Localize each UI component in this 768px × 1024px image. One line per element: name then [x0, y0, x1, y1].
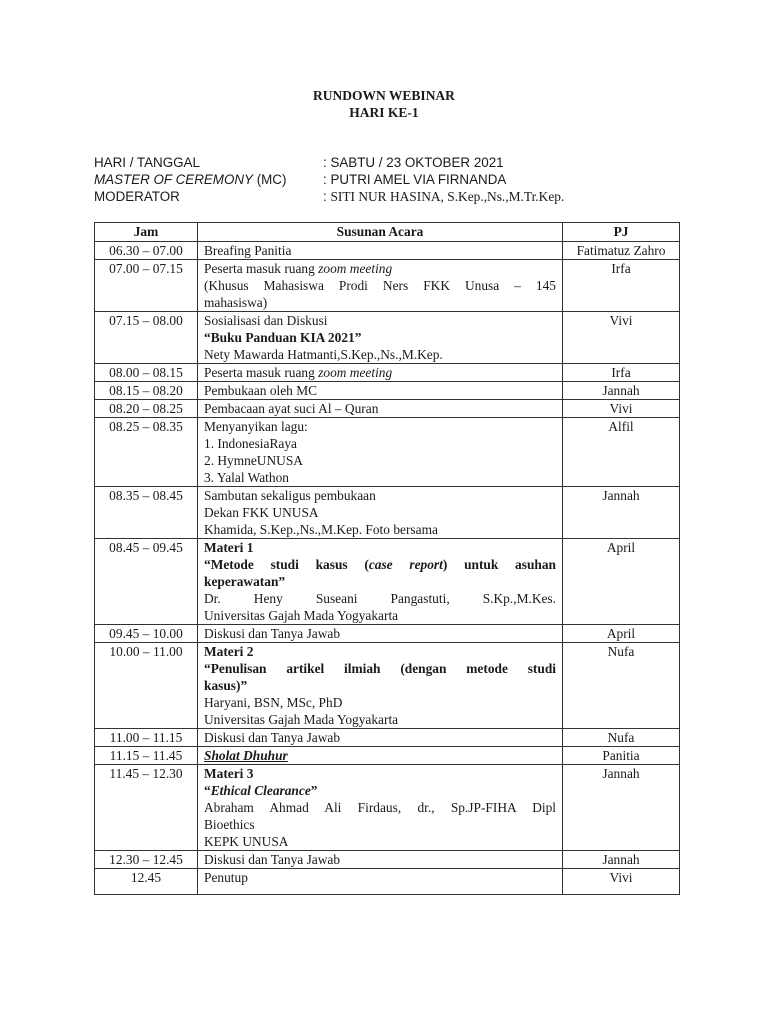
acara-line: Nety Mawarda Hatmanti,S.Kep.,Ns.,M.Kep.: [204, 347, 443, 362]
cell-jam: 12.45: [95, 869, 198, 895]
cell-pj: Vivi: [563, 869, 680, 895]
cell-jam: 08.45 – 09.45: [95, 539, 198, 625]
table-row: [95, 242, 680, 260]
cell-jam: 08.20 – 08.25: [95, 400, 198, 418]
header-jam: Jam: [95, 223, 198, 242]
cell-acara: [198, 242, 563, 260]
cell-pj: Nufa: [563, 643, 680, 729]
cell-jam: 06.30 – 07.00: [95, 242, 198, 260]
cell-pj: April: [563, 625, 680, 643]
cell-pj: Irfa: [563, 364, 680, 382]
acara-italic-text: Ethical Clearance: [210, 783, 311, 798]
acara-line: mahasiswa): [204, 295, 268, 310]
cell-acara: Penutup: [198, 869, 563, 895]
cell-acara: [198, 765, 563, 851]
acara-line: (Khusus Mahasiswa Prodi Ners FKK Unusa – 145: [204, 278, 556, 293]
cell-jam: 07.00 – 07.15: [95, 260, 198, 312]
acara-text: “Metode studi kasus (: [204, 557, 369, 572]
table-row: [95, 729, 680, 747]
cell-jam: 08.25 – 08.35: [95, 418, 198, 487]
table-row: [95, 625, 680, 643]
acara-text: ) untuk asuhan: [442, 557, 557, 572]
cell-pj: April: [563, 539, 680, 625]
acara-line: Menyanyikan lagu:: [204, 419, 308, 434]
cell-jam: 10.00 – 11.00: [95, 643, 198, 729]
table-row: [95, 312, 680, 364]
meta-value-mc: : PUTRI AMEL VIA FIRNANDA: [323, 172, 507, 187]
acara-text: Peserta masuk ruang: [204, 365, 319, 380]
acara-italic-text: case report: [368, 557, 443, 572]
table-row: [95, 364, 680, 382]
acara-line: “Buku Panduan KIA 2021”: [204, 330, 362, 345]
acara-line: [204, 556, 556, 573]
cell-jam: 11.00 – 11.15: [95, 729, 198, 747]
cell-acara: [198, 747, 563, 765]
cell-jam: 11.45 – 12.30: [95, 765, 198, 851]
table-row: [95, 747, 680, 765]
acara-line: Sholat Dhuhur: [204, 748, 288, 763]
cell-pj: Panitia: [563, 747, 680, 765]
acara-line: Khamida, S.Kep.,Ns.,M.Kep. Foto bersama: [204, 522, 438, 537]
document-subtitle: HARI KE-1: [349, 105, 419, 120]
acara-text: Peserta masuk ruang: [204, 261, 319, 276]
acara-line: Universitas Gajah Mada Yogyakarta: [204, 608, 399, 623]
meta-value-moderator: [323, 188, 564, 205]
cell-jam: 08.15 – 08.20: [95, 382, 198, 400]
table-row: [95, 643, 680, 729]
header-susunan-acara: Susunan Acara: [198, 223, 563, 242]
cell-jam: 07.15 – 08.00: [95, 312, 198, 364]
acara-line: Dekan FKK UNUSA: [204, 505, 319, 520]
cell-acara: [198, 539, 563, 625]
cell-pj: Irfa: [563, 260, 680, 312]
acara-line: Breafing Panitia: [204, 243, 292, 258]
meta-label-moderator: MODERATOR: [94, 189, 180, 204]
acara-line: Haryani, BSN, MSc, PhD: [204, 695, 343, 710]
document-title: RUNDOWN WEBINAR: [313, 88, 455, 103]
meta-label-mc: [94, 171, 286, 188]
acara-italic-text: zoom meeting: [318, 261, 393, 276]
meta-label-mc-italic: MASTER OF CEREMONY: [94, 172, 253, 187]
cell-acara: [198, 487, 563, 539]
table-row: [95, 400, 680, 418]
cell-jam: 12.30 – 12.45: [95, 851, 198, 869]
acara-line: Materi 1: [204, 540, 254, 555]
cell-pj: Alfil: [563, 418, 680, 487]
table-row: [95, 260, 680, 312]
header-pj: PJ: [563, 223, 680, 242]
acara-line: kasus)”: [204, 678, 248, 693]
cell-pj: Vivi: [563, 312, 680, 364]
meta-moderator-colon: :: [323, 189, 331, 204]
cell-acara: [198, 312, 563, 364]
cell-acara: Pembukaan oleh MC: [198, 382, 563, 400]
acara-line: Sambutan sekaligus pembukaan: [204, 488, 376, 503]
cell-acara: [198, 643, 563, 729]
rundown-table: [94, 222, 680, 895]
acara-line: Materi 2: [204, 644, 254, 659]
acara-line: “Penulisan artikel ilmiah (dengan metode studi: [204, 661, 556, 676]
acara-line: keperawatan”: [204, 574, 286, 589]
cell-pj: Nufa: [563, 729, 680, 747]
cell-pj: Jannah: [563, 765, 680, 851]
acara-line: 2. HymneUNUSA: [204, 453, 303, 468]
acara-line: Universitas Gajah Mada Yogyakarta: [204, 712, 399, 727]
cell-jam: 09.45 – 10.00: [95, 625, 198, 643]
table-row: [95, 487, 680, 539]
table-row: [95, 765, 680, 851]
acara-line: Dr. Heny Suseani Pangastuti, S.Kp.,M.Kes.: [204, 591, 556, 606]
table-row: [95, 382, 680, 400]
table-row: [95, 539, 680, 625]
cell-jam: 11.15 – 11.45: [95, 747, 198, 765]
cell-jam: 08.00 – 08.15: [95, 364, 198, 382]
acara-line: Sosialisasi dan Diskusi: [204, 313, 328, 328]
meta-moderator-name: SITI NUR HASINA, S.Kep.,Ns.,M.Tr.Kep.: [330, 189, 565, 204]
acara-line: [204, 782, 556, 799]
table-row: [95, 418, 680, 487]
cell-acara: [198, 364, 563, 382]
table-header-row: [95, 223, 680, 242]
cell-acara: Diskusi dan Tanya Jawab: [198, 729, 563, 747]
cell-acara: [198, 418, 563, 487]
acara-text: ”: [310, 783, 318, 798]
acara-line: Abraham Ahmad Ali Firdaus, dr., Sp.JP-FIHA Dipl: [204, 800, 556, 815]
acara-italic-text: zoom meeting: [318, 365, 393, 380]
table-row: [95, 869, 680, 895]
acara-line: Materi 3: [204, 766, 254, 781]
cell-acara: [198, 260, 563, 312]
table-row: [95, 851, 680, 869]
cell-jam: 08.35 – 08.45: [95, 487, 198, 539]
acara-line: 1. IndonesiaRaya: [204, 436, 297, 451]
meta-label-date: HARI / TANGGAL: [94, 155, 200, 170]
cell-pj: Jannah: [563, 487, 680, 539]
acara-line: Bioethics: [204, 817, 255, 832]
acara-text: “: [204, 783, 211, 798]
cell-acara: Pembacaan ayat suci Al – Quran: [198, 400, 563, 418]
cell-acara: Diskusi dan Tanya Jawab: [198, 851, 563, 869]
cell-pj: Jannah: [563, 851, 680, 869]
acara-line: 3. Yalal Wathon: [204, 470, 289, 485]
meta-label-mc-rest: (MC): [252, 172, 287, 187]
acara-line: KEPK UNUSA: [204, 834, 289, 849]
cell-acara: Diskusi dan Tanya Jawab: [198, 625, 563, 643]
meta-value-date: : SABTU / 23 OKTOBER 2021: [323, 155, 504, 170]
cell-pj: Jannah: [563, 382, 680, 400]
cell-pj: Vivi: [563, 400, 680, 418]
acara-line: [204, 260, 556, 277]
cell-pj: Fatimatuz Zahro: [563, 242, 680, 260]
